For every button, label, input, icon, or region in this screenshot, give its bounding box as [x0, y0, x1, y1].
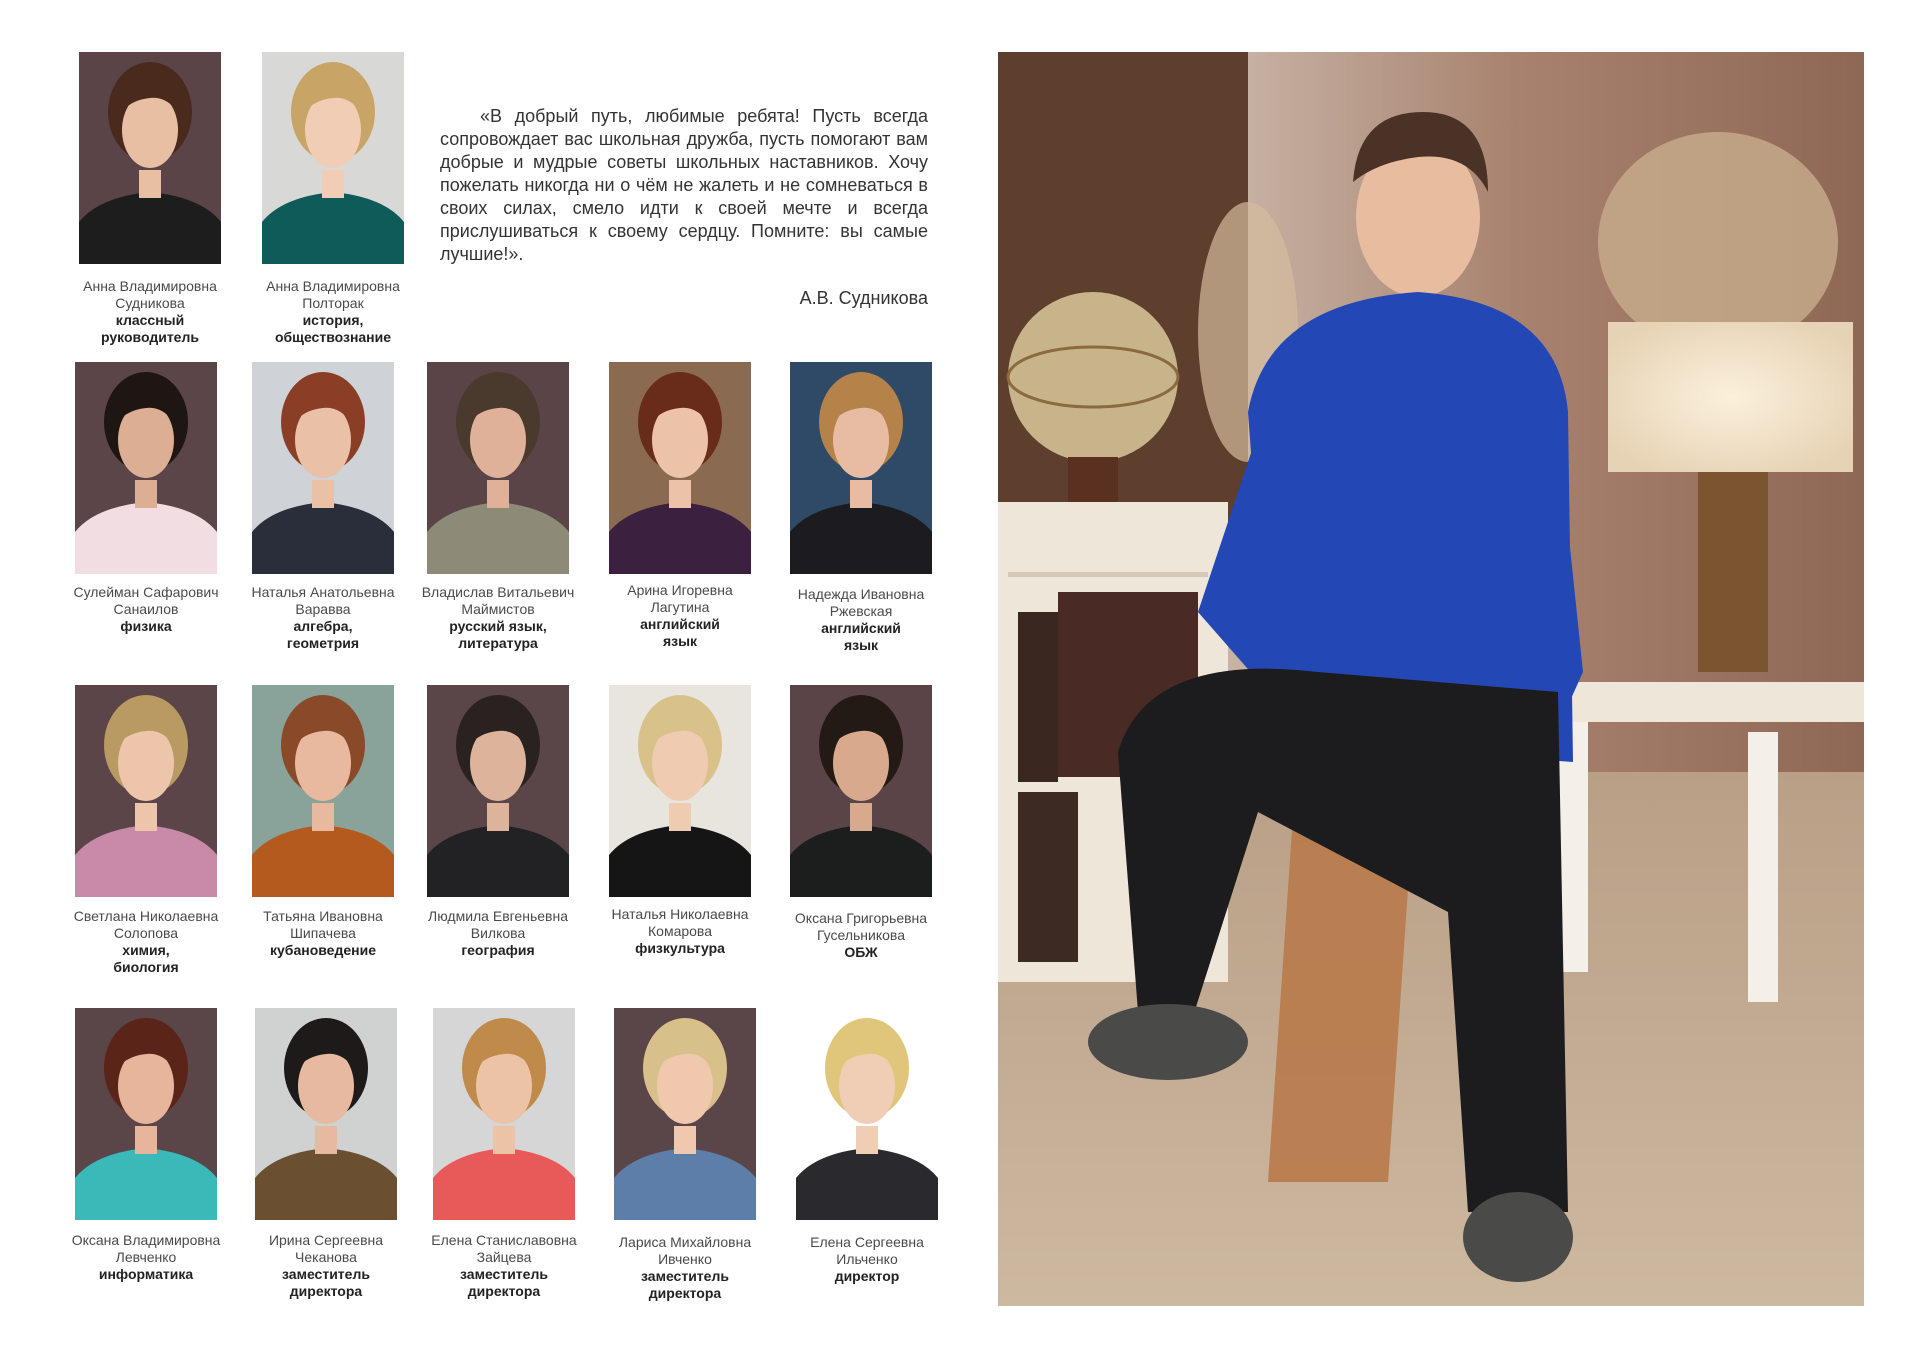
teacher-photo — [79, 52, 221, 264]
teacher-subject-line2: директора — [467, 1283, 541, 1299]
teacher-caption — [766, 910, 956, 961]
teacher-surname: Левченко — [115, 1249, 177, 1265]
teacher-surname: Шипачева — [290, 925, 356, 941]
teacher-photo — [790, 362, 932, 574]
teacher-caption — [772, 1234, 962, 1285]
teacher-photo — [252, 362, 394, 574]
teacher-surname: Вилкова — [470, 925, 526, 941]
teacher-subject: директор — [834, 1268, 900, 1284]
teacher-caption — [231, 1232, 421, 1300]
teacher-name: Людмила Евгеньевна — [428, 908, 568, 924]
teacher-subject-line2: директора — [289, 1283, 363, 1299]
teacher-photo — [433, 1008, 575, 1220]
teacher-surname: Солопова — [113, 925, 179, 941]
teacher-caption — [228, 908, 418, 959]
teacher-caption — [228, 584, 418, 652]
farewell-quote: «В добрый путь, любимые ребята! Пусть всегда сопровождает вас школьная дружба, пусть помогают вам добрые и мудрые советы школьных наставников. Хочу пожелать никогда ни о чём не жалеть и не сомневаться в своих силах, смело идти к своей мечте и всегда прислушиваться к своему сердцу. Помните: вы самые лучшие!». — [440, 106, 928, 264]
teacher-surname: Судникова — [115, 295, 185, 311]
teacher-subject: английский — [821, 620, 901, 636]
teacher-surname: Гусельникова — [817, 927, 905, 943]
teacher-surname: Ильченко — [836, 1251, 898, 1267]
student-portrait — [998, 52, 1864, 1306]
teacher-caption — [766, 586, 956, 654]
teacher-photo — [75, 1008, 217, 1220]
teacher-caption — [55, 278, 245, 346]
quote-author: А.В. Судникова — [799, 288, 928, 308]
teacher-caption — [409, 1232, 599, 1300]
teacher-subject-line2: руководитель — [101, 329, 199, 345]
teacher-subject: заместитель — [460, 1266, 548, 1282]
teacher-photo — [609, 362, 751, 574]
teacher-subject: английский — [640, 616, 720, 632]
teacher-surname: Комарова — [648, 923, 712, 939]
teacher-name: Ирина Сергеевна — [268, 1232, 384, 1248]
teacher-photo — [427, 362, 569, 574]
teacher-subject: физика — [120, 618, 172, 634]
teacher-subject-line2: директора — [648, 1285, 722, 1301]
teacher-name: Анна Владимировна — [266, 278, 400, 294]
teacher-photo — [614, 1008, 756, 1220]
teacher-surname: Ржевская — [829, 603, 893, 619]
teacher-photo — [75, 685, 217, 897]
teacher-name: Елена Сергеевна — [810, 1234, 924, 1250]
teacher-photo — [609, 685, 751, 897]
teacher-surname: Зайцева — [476, 1249, 532, 1265]
teacher-name: Светлана Николаевна — [73, 908, 219, 924]
teacher-photo — [262, 52, 404, 264]
teacher-caption — [590, 1234, 780, 1302]
teacher-caption — [51, 584, 241, 635]
teacher-name: Владислав Витальевич — [421, 584, 575, 600]
teacher-name: Лариса Михайловна — [618, 1234, 752, 1250]
teacher-subject-line2: язык — [662, 633, 698, 649]
teacher-photo — [427, 685, 569, 897]
teacher-photo — [252, 685, 394, 897]
teacher-subject-line2: биология — [113, 959, 179, 975]
teacher-subject: заместитель — [641, 1268, 729, 1284]
teacher-subject: кубановедение — [270, 942, 376, 958]
teacher-photo — [75, 362, 217, 574]
teacher-subject: заместитель — [282, 1266, 370, 1282]
teacher-subject: география — [461, 942, 535, 958]
teacher-subject-line2: обществознание — [274, 329, 392, 345]
teacher-photo — [255, 1008, 397, 1220]
teacher-subject-line2: геометрия — [286, 635, 360, 651]
teacher-caption — [585, 582, 775, 650]
teacher-surname: Чеканова — [295, 1249, 357, 1265]
teacher-surname: Маймистов — [461, 601, 535, 617]
teacher-subject: классный — [115, 312, 185, 328]
teacher-subject: информатика — [98, 1266, 194, 1282]
teacher-subject: ОБЖ — [844, 944, 878, 960]
teacher-subject: химия, — [122, 942, 170, 958]
teacher-name: Наталья Николаевна — [611, 906, 749, 922]
teacher-subject: алгебра, — [293, 618, 353, 634]
teacher-subject: история, — [302, 312, 364, 328]
teacher-caption — [51, 908, 241, 976]
teacher-caption — [403, 908, 593, 959]
teacher-photo — [796, 1008, 938, 1220]
teacher-name: Арина Игоревна — [627, 582, 733, 598]
teacher-name: Елена Станиславовна — [431, 1232, 577, 1248]
teacher-name: Сулейман Сафарович — [73, 584, 219, 600]
teacher-name: Татьяна Ивановна — [263, 908, 383, 924]
teacher-surname: Санаилов — [113, 601, 179, 617]
teacher-caption — [403, 584, 593, 652]
teacher-surname: Ивченко — [658, 1251, 712, 1267]
teacher-surname: Полторак — [302, 295, 364, 311]
teacher-name: Оксана Григорьевна — [794, 910, 928, 926]
teacher-subject: русский язык, — [449, 618, 547, 634]
teacher-caption — [585, 906, 775, 957]
teacher-name: Анна Владимировна — [83, 278, 217, 294]
teacher-subject-line2: литература — [458, 635, 538, 651]
teacher-photo — [790, 685, 932, 897]
teacher-name: Надежда Ивановна — [797, 586, 925, 602]
teacher-name: Оксана Владимировна — [71, 1232, 221, 1248]
teacher-subject: физкультура — [635, 940, 725, 956]
teacher-subject-line2: язык — [843, 637, 879, 653]
teacher-caption — [238, 278, 428, 346]
teacher-caption — [51, 1232, 241, 1283]
teacher-surname: Варавва — [295, 601, 351, 617]
teacher-name: Наталья Анатольевна — [251, 584, 395, 600]
teacher-surname: Лагутина — [650, 599, 710, 615]
